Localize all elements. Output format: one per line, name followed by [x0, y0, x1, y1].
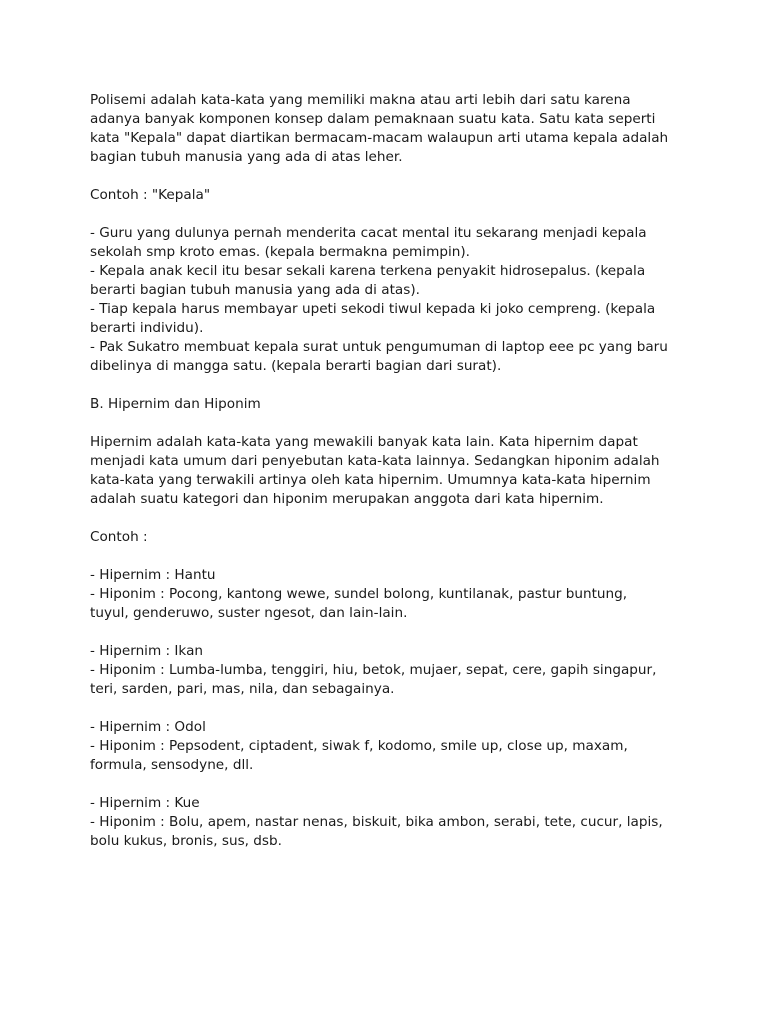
text-line: - Hipernim : Kue: [90, 795, 200, 811]
text-line: Contoh : "Kepala": [90, 187, 211, 203]
text-line: Polisemi adalah kata-kata yang memiliki makna atau arti lebih dari satu karena: [90, 92, 631, 108]
text-line: berarti individu).: [90, 320, 204, 336]
text-line: Hipernim adalah kata-kata yang mewakili banyak kata lain. Kata hipernim dapat: [90, 434, 638, 450]
text-line: teri, sarden, pari, mas, nila, dan sebagainya.: [90, 681, 395, 697]
example-odol: [90, 718, 690, 775]
text-line: Contoh :: [90, 529, 148, 545]
document-body: [90, 91, 690, 870]
text-line: - Tiap kepala harus membayar upeti sekodi tiwul kepada ki joko cempreng. (kepala: [90, 301, 656, 317]
text-line: - Hiponim : Pocong, kantong wewe, sundel bolong, kuntilanak, pastur buntung,: [90, 586, 628, 602]
text-line: - Hiponim : Bolu, apem, nastar nenas, biskuit, bika ambon, serabi, tete, cucur, lapis,: [90, 814, 663, 830]
paragraph-kepala-examples: [90, 224, 690, 376]
text-line: sekolah smp kroto emas. (kepala bermakna pemimpin).: [90, 244, 470, 260]
section-heading-hipernim-hiponim: [90, 395, 690, 414]
text-line: dibelinya di mangga satu. (kepala berarti bagian dari surat).: [90, 358, 502, 374]
text-line: - Hipernim : Hantu: [90, 567, 216, 583]
text-line: bagian tubuh manusia yang ada di atas leher.: [90, 149, 403, 165]
paragraph-contoh: [90, 528, 690, 547]
text-line: - Kepala anak kecil itu besar sekali karena terkena penyakit hidrosepalus. (kepala: [90, 263, 646, 279]
text-line: kata-kata yang terwakili artinya oleh kata hipernim. Umumnya kata-kata hipernim: [90, 472, 651, 488]
example-hantu: [90, 566, 690, 623]
text-line: kata "Kepala" dapat diartikan bermacam-macam walaupun arti utama kepala adalah: [90, 130, 669, 146]
paragraph-contoh-kepala: [90, 186, 690, 205]
text-line: adanya banyak komponen konsep dalam pemaknaan suatu kata. Satu kata seperti: [90, 111, 656, 127]
text-line: - Hipernim : Odol: [90, 719, 206, 735]
text-line: formula, sensodyne, dll.: [90, 757, 254, 773]
text-line: B. Hipernim dan Hiponim: [90, 396, 261, 412]
text-line: - Pak Sukatro membuat kepala surat untuk pengumuman di laptop eee pc yang baru: [90, 339, 668, 355]
text-line: - Hiponim : Lumba-lumba, tenggiri, hiu, betok, mujaer, sepat, cere, gapih singapur,: [90, 662, 657, 678]
example-kue: [90, 794, 690, 851]
text-line: - Hiponim : Pepsodent, ciptadent, siwak f, kodomo, smile up, close up, maxam,: [90, 738, 628, 754]
text-line: bolu kukus, bronis, sus, dsb.: [90, 833, 282, 849]
text-line: - Guru yang dulunya pernah menderita cacat mental itu sekarang menjadi kepala: [90, 225, 647, 241]
text-line: tuyul, genderuwo, suster ngesot, dan lain-lain.: [90, 605, 408, 621]
example-ikan: [90, 642, 690, 699]
text-line: - Hipernim : Ikan: [90, 643, 204, 659]
text-line: berarti bagian tubuh manusia yang ada di atas).: [90, 282, 420, 298]
paragraph-polisemi-definition: [90, 91, 690, 167]
paragraph-hipernim-definition: [90, 433, 690, 509]
text-line: adalah suatu kategori dan hiponim merupakan anggota dari kata hipernim.: [90, 491, 604, 507]
text-line: menjadi kata umum dari penyebutan kata-kata lainnya. Sedangkan hiponim adalah: [90, 453, 660, 469]
